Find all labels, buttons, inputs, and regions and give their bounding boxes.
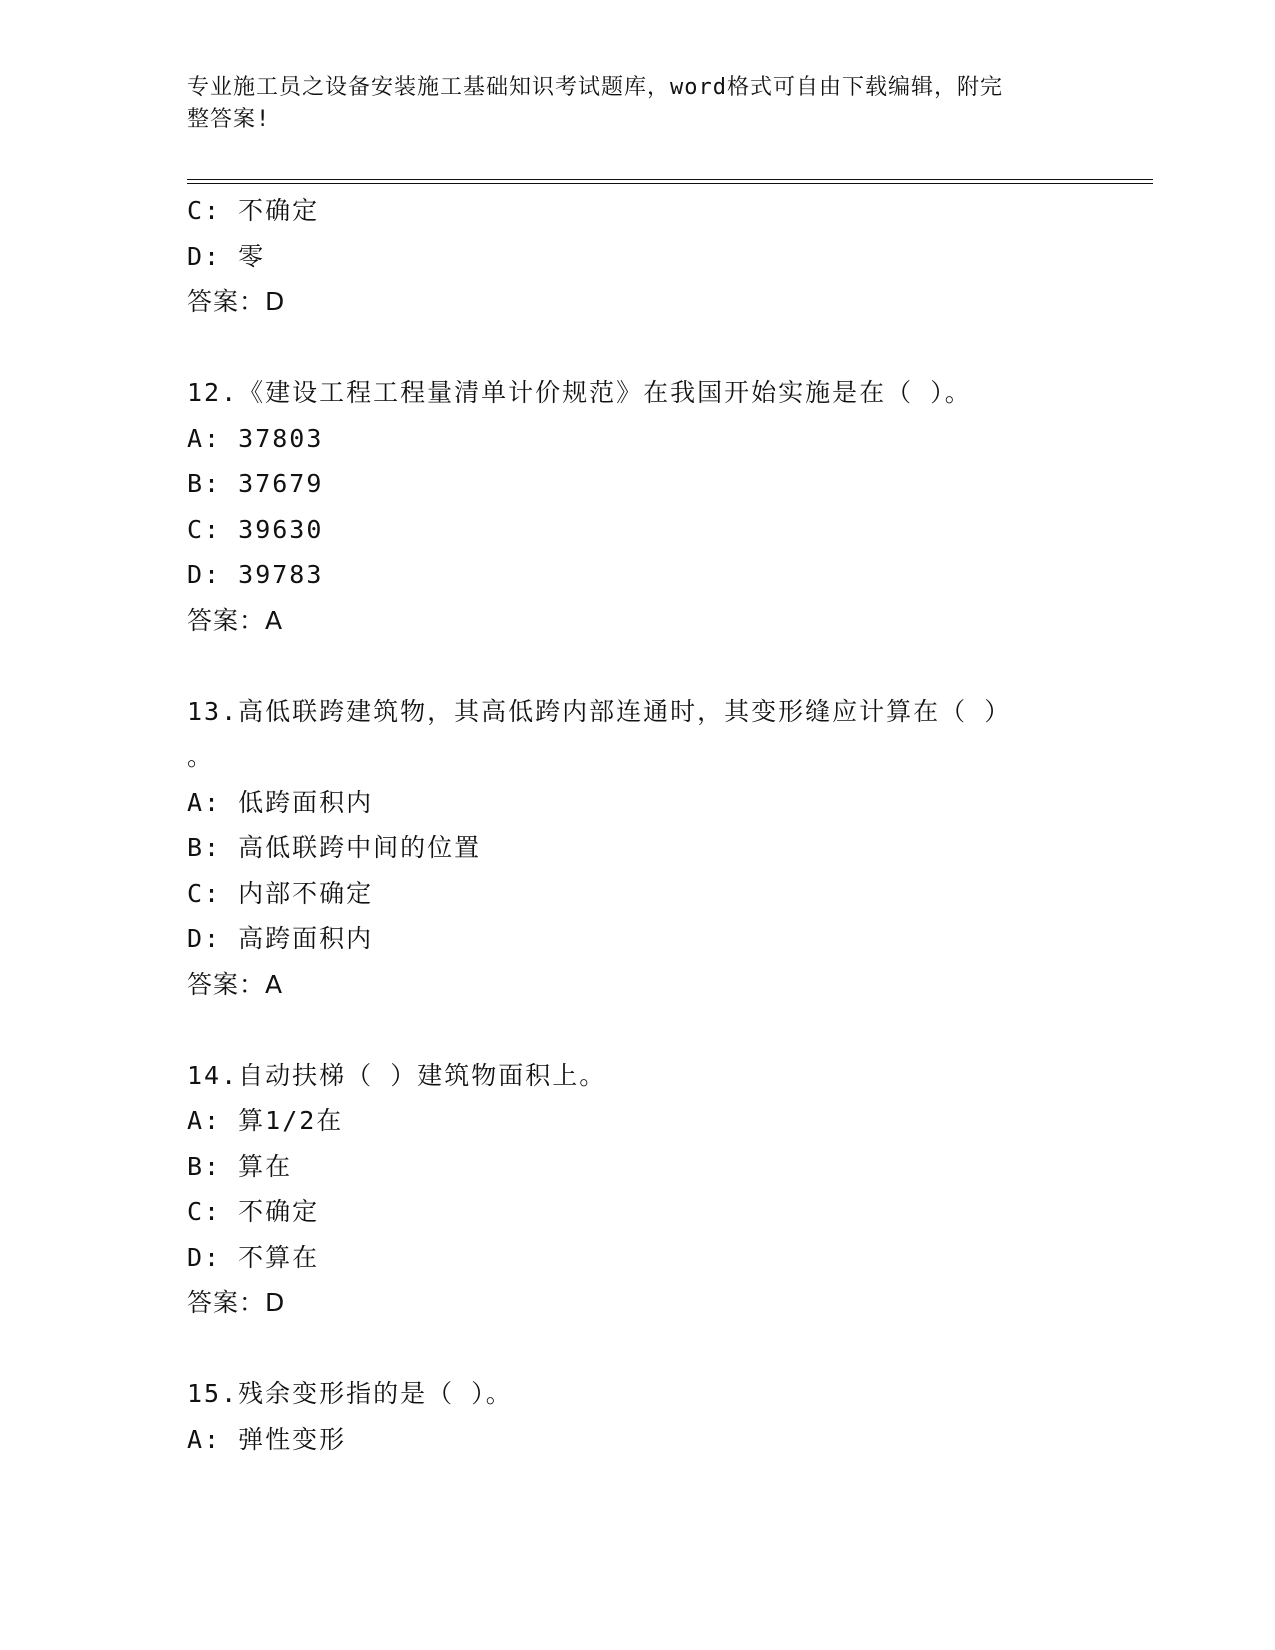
option-a: A: 弹性变形 xyxy=(187,1424,347,1454)
option-b: B: 高低联跨中间的位置 xyxy=(187,833,482,862)
document-header xyxy=(187,72,1067,136)
header-title-line-2: 整答案! xyxy=(187,107,271,132)
option-b: B: 算在 xyxy=(187,1151,293,1181)
question-stem: 14.自动扶梯（ ）建筑物面积上。 xyxy=(187,1060,607,1090)
question-14 xyxy=(187,1053,1147,1326)
question-spacer xyxy=(187,1326,1147,1372)
answer-line: 答案：D xyxy=(187,287,286,316)
option-c: C: 39630 xyxy=(187,514,324,544)
answer-line: 答案：A xyxy=(187,605,284,635)
question-list xyxy=(187,188,1147,1462)
question-spacer xyxy=(187,643,1147,689)
question-15 xyxy=(187,1371,1147,1462)
option-a: A: 算1/2在 xyxy=(187,1106,344,1135)
question-12 xyxy=(187,370,1147,643)
question-13 xyxy=(187,689,1147,1008)
answer-line: 答案：A xyxy=(187,969,284,999)
header-rule-bottom xyxy=(187,183,1153,184)
option-c: C: 内部不确定 xyxy=(187,878,374,908)
question-stem-continued: 。 xyxy=(187,742,215,771)
option-d: D: 不算在 xyxy=(187,1242,320,1272)
header-title-line-1: 专业施工员之设备安装施工基础知识考试题库，word格式可自由下载编辑，附完 xyxy=(187,75,1003,100)
option-a: A: 低跨面积内 xyxy=(187,787,374,817)
question-spacer xyxy=(187,325,1147,371)
option-d: D: 39783 xyxy=(187,560,324,589)
option-c: C: 不确定 xyxy=(187,1197,320,1226)
question-stem: 13.高低联跨建筑物，其高低跨内部连通时，其变形缝应计算在（ ） xyxy=(187,696,1012,726)
question-stem: 12.《建设工程工程量清单计价规范》在我国开始实施是在（ ）。 xyxy=(187,378,972,407)
question-11-tail xyxy=(187,188,1147,325)
option-d: D: 高跨面积内 xyxy=(187,924,374,953)
header-rule-top xyxy=(187,179,1153,180)
question-spacer xyxy=(187,1007,1147,1053)
answer-line: 答案：D xyxy=(187,1288,286,1317)
option-a: A: 37803 xyxy=(187,423,324,453)
option-c: C: 不确定 xyxy=(187,196,320,225)
question-stem: 15.残余变形指的是（ ）。 xyxy=(187,1379,513,1408)
option-b: B: 37679 xyxy=(187,469,324,498)
option-d: D: 零 xyxy=(187,241,266,271)
